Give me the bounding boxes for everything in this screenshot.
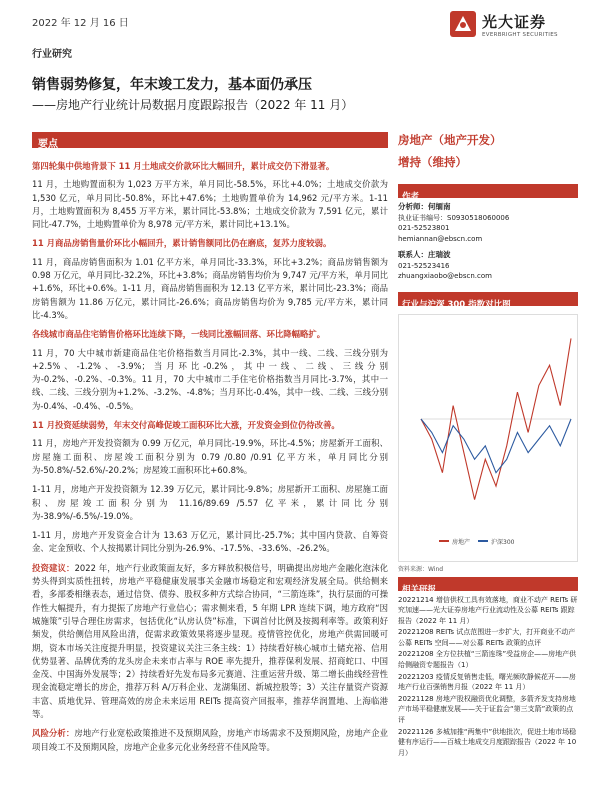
- related-report-item[interactable]: 20221203 疫情反复销售走低，曙光频吹静候花开——房地产行业百强销售月报（2022 年 11 月）: [398, 672, 576, 692]
- related-report-item[interactable]: 20221128 房地产股权融资优化调整，多箭齐发支持房地产市场平稳健康发展——关于证监会“第三支箭”政策的点评: [398, 694, 576, 725]
- comparison-chart: [398, 314, 578, 562]
- body-paragraph: 1-11 月，房地产开发投资额为 12.39 万亿元，累计同比-9.8%；房屋新开工面积、房屋施工面积、房屋竣工面积分别为 11.16/89.69 /5.57 亿平米，累计同比分别为-38.9%/-6.5%/-19.0%。: [32, 484, 388, 521]
- rating-sector: 房地产（地产开发）: [398, 133, 502, 147]
- highlight-paragraph: 11 月投资延续弱势，年末交付高峰促竣工面积环比大涨，开发资金到位仍待改善。: [32, 420, 340, 431]
- contact-email: zhuangxiaobo@ebscn.com: [398, 272, 492, 280]
- report-subtitle: ——房地产行业统计局数据月度跟踪报告（2022 年 11 月）: [32, 98, 354, 112]
- key-points-header: [32, 132, 388, 148]
- author-header: [398, 184, 578, 202]
- investment-text: 2022 年，地产行业政策面友好，多方释放积极信号，明确提出房地产金融化泡沫化势头得到实质性扭转，房地产平稳健康发展事关金融市场稳定和宏观经济发展全局。供给侧来看，多部委相继表态，通过信贷、债券、股权多种方式综合协同，“三箭连珠”，执行层面的可操作性大幅提升，有力提振了房地产行业信心；需求侧来看，5 年期 LPR 连续下调，地方政府“因城施策”引导合理住房需求，包括优化“认房认贷”标准，下调首付比例及按揭利率等。政策利好频发，供给侧信用风险出清，促需求政策效果将逐步显现。疫情管控优化，房地产供需回暖可期，资本市场关注度提升明显，投资建议关注三条主线：1）持续看好核心城市土储充裕、信用优势显著、品牌优秀的龙头房企未来市占率与 ROE 率先提升，推荐保利发展、招商蛇口、中国金茂、中国海外发展等；2）持续看好先发布局多元赛道、注重运营升级、第二增长曲线经营性现金流稳定增长的房企，推荐万科 A/万科企业、龙湖集团、新城控股等；3）关注存量资产资源丰富、质地优异、管理高效的房企未来运用 REITs 提高资产回报率，推荐华润置地、上海临港等。: [32, 562, 389, 719]
- investment-label: 投资建议：: [32, 562, 75, 573]
- body-paragraph: 1-11 月，房地产开发资金合计为 13.63 万亿元，累计同比-25.7%；其中国内贷款、自筹资金、定金预收、个人按揭累计同比分别为-26.9%、-17.5%、-33.6%、-26.2%。: [32, 530, 388, 554]
- related-reports: [398, 595, 578, 759]
- chart-svg: [399, 315, 577, 530]
- related-header: [398, 577, 578, 595]
- analyst-phone: 021-52523801: [398, 224, 450, 232]
- report-date: 2022 年 12 月 16 日: [32, 18, 129, 29]
- contact-phone: 021-52523416: [398, 261, 450, 270]
- related-report-item[interactable]: 20221214 增信供权工具有效落地，商业不动产 REITs 研究加速——光大证券房地产行业流动性及公募 REITs 跟踪报告（2022 年 11 月）: [398, 595, 578, 625]
- analyst-name: 分析师：何缅南: [398, 202, 451, 211]
- risk-analysis: [32, 727, 388, 754]
- chart-legend: [439, 537, 514, 546]
- logo-name-en: EVERBRIGHT SECURITIES: [482, 31, 558, 38]
- logo-name-cn: 光大证券: [482, 12, 547, 31]
- related-report-item[interactable]: 20221208 全方位扶植“三箭连珠”受益房企——房地产供给侧融资专题报告（1）: [398, 650, 577, 670]
- legend-index: 沪深300: [478, 537, 514, 546]
- legend-industry: 房地产: [439, 537, 470, 546]
- investment-advice: [32, 562, 388, 722]
- body-paragraph: 11 月，房地产开发投资额为 0.99 万亿元，单月同比-19.9%，环比-4.5%；房屋新开工面积、房屋施工面积、房屋竣工面积分别为 0.79 /0.80 /0.91 亿平方米，单月同比分别为-50.8%/-52.6%/-20.2%；房屋竣工面积环比+60.8%。: [32, 438, 388, 475]
- report-title: 销售弱势修复，年末竣工发力，基本面仍承压: [32, 77, 312, 93]
- chart-source: 资料来源：Wind: [398, 565, 444, 573]
- risk-text: 房地产行业宽松政策推进不及预期风险，房地产市场需求不及预期风险，房地产企业项目竣工不及预期风险，房地产企业多元化业务经营不佳风险等。: [32, 728, 389, 752]
- body-paragraph: 11 月，土地购置面积为 1,023 万平方米，单月同比-58.5%，环比+4.0%；土地成交价款为 1,530 亿元，单月同比-50.8%，环比+47.6%；土地购置单价为 14,962 元/平方米。1-11 月，土地购置面积为 8,455 万平方米，累计同比-53.8%；土地成交价款为 7,591 亿元，累计同比-47.7%，土地购置单价为 8,978 元/平方米，累计同比+13.1%。: [32, 179, 388, 230]
- analyst-email: hemiannan@ebscn.com: [398, 234, 483, 243]
- related-report-item[interactable]: 20221126 多城加推“两集中”供地批次，促进土地市场稳健有序运行——百城土地成交月度跟踪报告（2022 年 10 月）: [398, 727, 577, 757]
- risk-label: 风险分析：: [32, 728, 75, 739]
- highlight-paragraph: 各线城市商品住宅销售价格环比连续下降，一线同比涨幅回落、环比降幅略扩。: [32, 329, 326, 340]
- key-points-label: 要点: [38, 139, 58, 150]
- report-category: 行业研究: [32, 49, 72, 60]
- related-report-item[interactable]: 20221208 REITs 试点范围进一步扩大，打开商业不动产公募 REITs 空间——对公募 REITs 政策的点评: [398, 628, 576, 647]
- highlight-paragraph: 11 月商品房销售量价环比小幅回升，累计销售额同比仍在磨底，复苏力度较弱。: [32, 238, 332, 249]
- body-paragraph: 11 月，70 大中城市新建商品住宅价格指数当月同比-2.3%，其中一线、二线、三线分别为+2.5%、-1.2%、-3.9%；当月环比-0.2%，其中一线、二线、三线分别为-0.2%、-0.2%、-0.3%。11 月，70 大中城市二手住宅价格指数当月同比-3.7%，其中一线、二线、三线分别为+1.2%、-3.2%、-4.8%；当月环比-0.4%，其中一线、二线、三线分别为-0.4%、-0.4%、-0.5%。: [32, 347, 388, 411]
- analyst-cert: 执业证书编号：S0930518060006: [398, 213, 510, 222]
- logo-icon: [450, 11, 476, 37]
- body-paragraph: 11 月，商品房销售面积为 1.01 亿平方米，单月同比-33.3%，环比+3.2%；商品房销售额为 0.98 万亿元，单月同比-32.2%，环比+3.8%；商品房销售均价为 9,747 元/平方米，单月同比+1.6%，环比+0.6%。1-11 月，商品房销售面积为 12.13 亿平方米，累计同比-23.3%；商品房销售额为 11.86 万亿元，累计同比-26.6%；商品房销售均价为 9,785 元/平方米，累计同比-4.3%。: [32, 256, 388, 320]
- analyst-info: [398, 202, 578, 282]
- chart-header: [398, 292, 578, 310]
- main-content: [32, 156, 388, 760]
- author-label: 作者: [402, 192, 420, 202]
- chart-label: 行业与沪深 300 指数对比图: [402, 299, 511, 310]
- logo: [450, 6, 578, 42]
- contact-name: 联系人：庄瑞波: [398, 250, 451, 259]
- related-label: 相关研报: [402, 584, 437, 595]
- rating-value: 增持（维持）: [398, 155, 467, 169]
- highlight-paragraph: 第四轮集中供地背景下 11 月土地成交价款环比大幅回升，累计成交仍下滑显著。: [32, 161, 335, 171]
- sidebar: [398, 132, 578, 759]
